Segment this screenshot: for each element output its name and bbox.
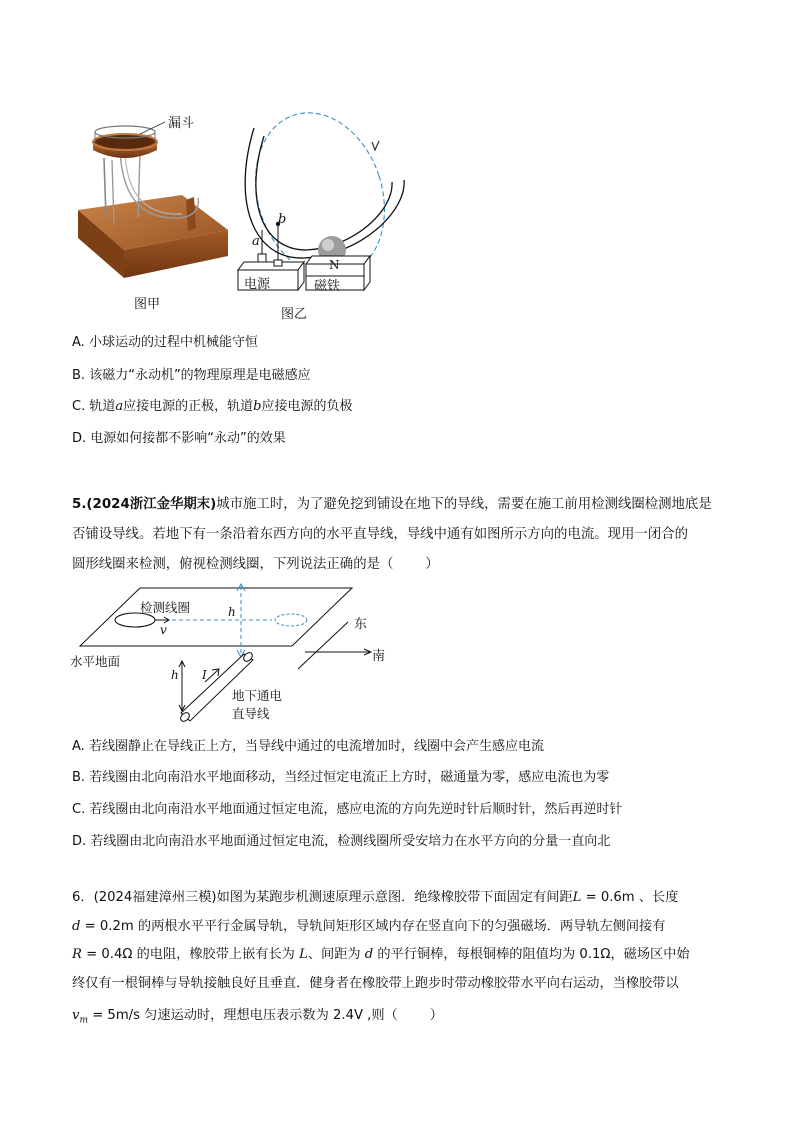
pole-label: N (329, 258, 340, 272)
caption-jia: 图甲 (134, 297, 161, 312)
q4-option-c: C. 轨道a应接电源的正极，轨道b应接电源的负极 (72, 399, 353, 414)
magnet-label: 磁铁 (314, 279, 341, 294)
q5-source: (2024浙江金华期末) (86, 497, 217, 512)
h-left-label: h (171, 668, 179, 682)
q4-option-a: A. 小球运动的过程中机械能守恒 (72, 335, 258, 350)
direction-arrow-icon (372, 141, 379, 150)
q5-option-c: C. 若线圈由北向南沿水平地面通过恒定电流，感应电流的方向先逆时针后顺时针，然后再逆时针 (72, 802, 623, 817)
q5-option-a: A. 若线圈静止在导线正上方，当导线中通过的电流增加时，线圈中会产生感应电流 (72, 739, 544, 754)
q6-number: 6． (72, 890, 94, 905)
h-top-label: h (228, 605, 236, 619)
coil-label: 检测线圈 (140, 600, 191, 615)
caption-yi: 图乙 (281, 307, 308, 322)
south-label: 南 (372, 649, 386, 664)
q6-stem: 6．(2024福建漳州三模)如图为某跑步机测速原理示意图．绝缘橡胶带下面固定有间距L = 0.6m 、长度 d = 0.2m 的两根水平平行金属导轨，导轨间矩形区域内存在竖直向下的匀强磁场．两导轨左侧间接有 R = 0.4Ω 的电阻，橡胶带上嵌有长为 L、间距为 d 的平行铜棒，每根铜棒的阻值均为 0.1Ω，磁场区中始 终仅有一根铜棒与导轨接触良好且垂直．健身者在橡胶带上跑步时带动橡胶带水平向右运动，当橡胶带以 $v_m = 5m/s$ 匀速运动时，理想电压表示数为 2.4V ,则（ ） (72, 890, 690, 1026)
current-label: I (202, 668, 207, 682)
ground-label: 水平地面 (70, 654, 121, 669)
q5-stem: 5.(2024浙江金华期末)城市施工时，为了避免挖到铺设在地下的导线，需要在施工前用检测线圈检测地底是 否铺设导线。若地下有一条沿着东西方向的水平直导线，导线中通有如图所示方向的电流。现用一闭合的 圆形线圈来检测，俯视检测线圈，下列说法正确的是（ ） (72, 497, 712, 572)
q5-number: 5. (72, 497, 87, 512)
label-a: a (252, 234, 260, 249)
q4-option-b: B. 该磁力“永动机”的物理原理是电磁感应 (72, 368, 311, 383)
q6-source: (2024福建漳州三模) (93, 890, 217, 905)
figure-jia (70, 100, 230, 310)
apparatus-illustration (70, 100, 230, 310)
east-label: 东 (354, 617, 368, 632)
q4-option-d: D. 电源如何接都不影响“永动”的效果 (72, 431, 286, 446)
funnel-label: 漏斗 (168, 116, 195, 131)
q5-option-b: B. 若线圈由北向南沿水平地面移动，当经过恒定电流正上方时，磁通量为零，感应电流也为零 (72, 770, 610, 785)
power-label: 电源 (244, 277, 271, 292)
wire-label-1: 地下通电 (232, 688, 283, 703)
figure-yi (232, 100, 422, 322)
label-b: b (278, 212, 287, 227)
wire-label-2: 直导线 (232, 706, 270, 721)
velocity-label: v (160, 623, 167, 637)
q5-option-d: D. 若线圈由北向南沿水平地面通过恒定电流，检测线圈所受安培力在水平方向的分量一直向北 (72, 834, 611, 849)
q5-figure (60, 582, 400, 727)
